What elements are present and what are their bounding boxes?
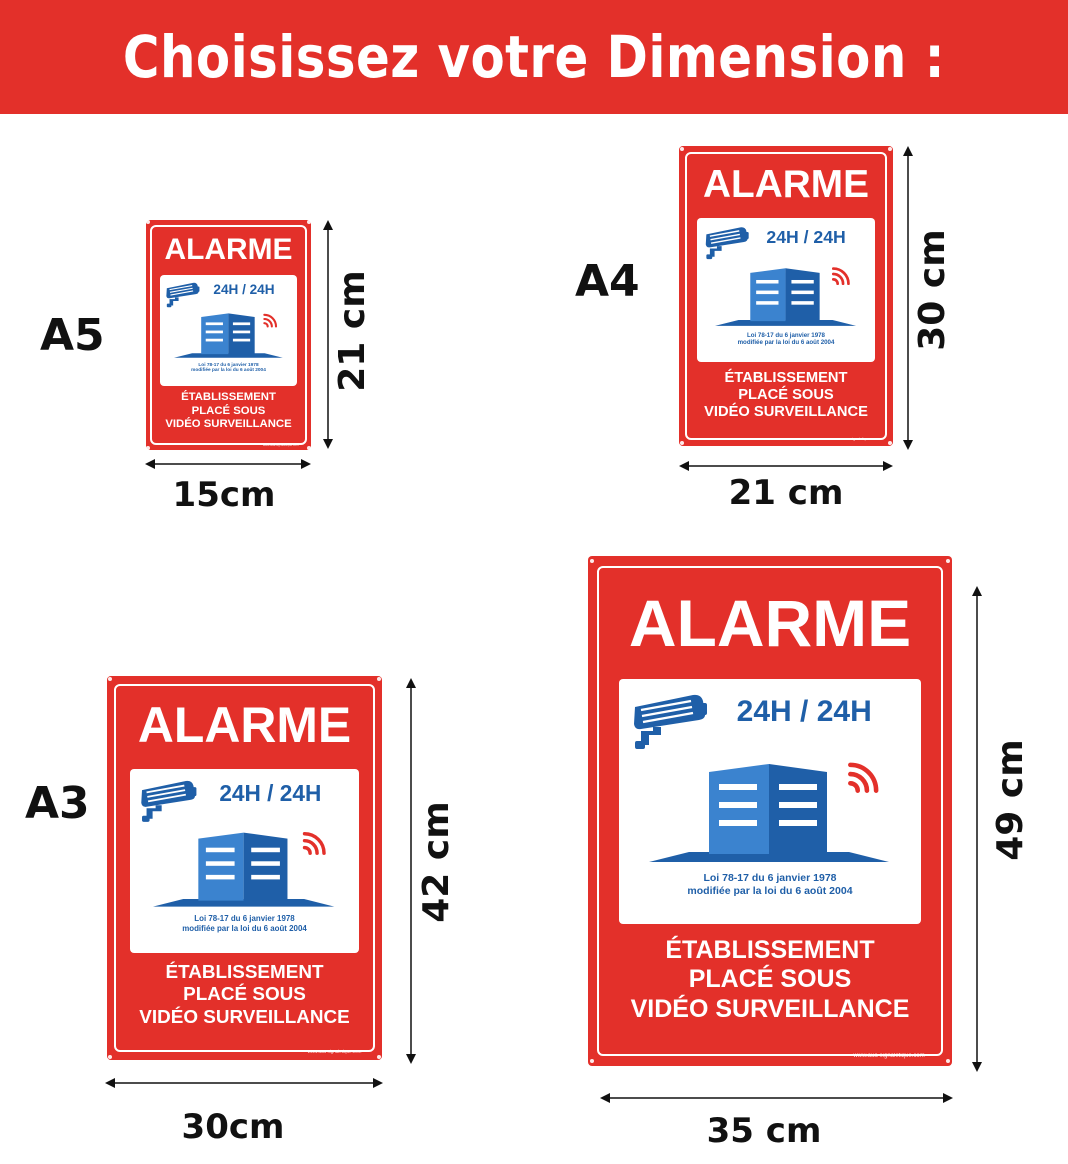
page-title: Choisissez votre Dimension : [122,23,946,91]
sign-text-line-1: ÉTABLISSEMENT [724,369,848,386]
option-a5-label: A5 [40,310,105,361]
sign-law-line-1: Loi 78-17 du 6 janvier 1978 [703,872,837,885]
sign-text-line-2: PLACÉ SOUS [738,386,834,403]
sign-hours: 24H / 24H [219,779,322,806]
sign-text-line-3: VIDÉO SURVEILLANCE [704,404,868,421]
sign-title: ALARME [164,233,293,267]
sign-text-line-1: ÉTABLISSEMENT [165,962,324,984]
sign-title: ALARME [628,585,912,660]
option-a3-width: 30cm [181,1107,285,1147]
option-a4-label: A4 [575,256,640,307]
sign-url: www.aua-signaletique.com [835,437,877,442]
sign-text-line-1: ÉTABLISSEMENT [665,935,875,964]
sign-law-line-2: modifiée par la loi du 6 août 2004 [737,339,835,347]
sign-law-line-1: Loi 78-17 du 6 janvier 1978 [194,914,295,924]
option-large-height: 49 cm [990,739,1031,861]
sign-text-line-3: VIDÉO SURVEILLANCE [139,1006,350,1028]
sign-text-line-3: VIDÉO SURVEILLANCE [165,418,292,431]
option-large-width: 35 cm [706,1111,822,1151]
sign-law-line-1: Loi 78-17 du 6 janvier 1978 [198,362,259,368]
sign-text-line-2: PLACÉ SOUS [688,965,852,994]
option-a4-width: 21 cm [728,473,844,513]
sign-hours: 24H / 24H [766,226,846,247]
sign-law-line-2: modifiée par la loi du 6 août 2004 [182,923,307,933]
sign-url: www.aua-signaletique.com [307,1049,362,1055]
option-a3-label: A3 [25,778,90,829]
sign-hours: 24H / 24H [736,694,872,728]
option-a5-width: 15cm [172,475,276,515]
sign-text-line-2: PLACÉ SOUS [191,404,266,417]
option-a4-height: 30 cm [912,229,953,351]
option-a3-height: 42 cm [416,801,457,923]
option-a5-height: 21 cm [332,270,373,392]
sign-url: www.aua-signaletique.com [262,442,299,447]
sign-law-line-1: Loi 78-17 du 6 janvier 1978 [746,332,825,340]
sign-title: ALARME [703,162,869,206]
sign-law-line-2: modifiée par la loi du 6 août 2004 [687,884,853,897]
sign-text-line-2: PLACÉ SOUS [183,984,306,1006]
sign-text-line-1: ÉTABLISSEMENT [181,391,276,404]
sign-hours: 24H / 24H [213,282,275,298]
sign-title: ALARME [137,697,352,754]
sign-law-line-2: modifiée par la loi du 6 août 2004 [191,368,266,374]
sign-url: www.aua-signaletique.com [853,1052,925,1059]
sign-text-line-3: VIDÉO SURVEILLANCE [630,994,910,1023]
